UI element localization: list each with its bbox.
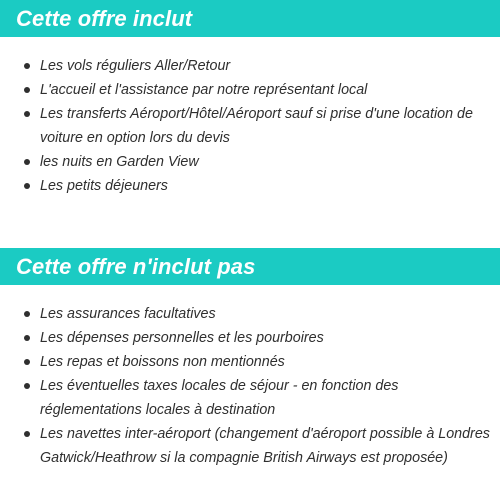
included-item [0, 78, 500, 102]
excluded-list [0, 302, 500, 470]
included-item-text: L'accueil et l'assistance par notre représentant local [40, 82, 368, 98]
excluded-item [0, 374, 500, 422]
excluded-item-text: Les assurances facultatives [40, 306, 216, 322]
bullet-icon [24, 87, 30, 93]
bullet-icon [24, 63, 30, 69]
bullet-icon [24, 311, 30, 317]
excluded-header [0, 248, 500, 285]
excluded-item-text: Les navettes inter-aéroport (changement d'aéroport possible à Londres Gatwick/Heathrow si la compagnie British Airways est proposée) [40, 426, 490, 466]
excluded-item-text: Les repas et boissons non mentionnés [40, 354, 285, 370]
excluded-section [0, 248, 500, 470]
excluded-item [0, 350, 500, 374]
included-item-text: Les vols réguliers Aller/Retour [40, 58, 231, 74]
excluded-item-text: Les éventuelles taxes locales de séjour - en fonction des réglementations locales à destination [40, 378, 399, 418]
bullet-icon [24, 383, 30, 389]
included-section [0, 0, 500, 198]
included-item [0, 150, 500, 174]
included-item-text: Les petits déjeuners [40, 178, 168, 194]
excluded-item [0, 302, 500, 326]
bullet-icon [24, 359, 30, 365]
excluded-title: Cette offre n'inclut pas [16, 253, 256, 279]
excluded-item-text: Les dépenses personnelles et les pourboires [40, 330, 324, 346]
included-item-text: Les transferts Aéroport/Hôtel/Aéroport sauf si prise d'une location de voiture en option lors du devis [40, 106, 473, 146]
excluded-item [0, 326, 500, 350]
bullet-icon [24, 335, 30, 341]
bullet-icon [24, 183, 30, 189]
bullet-icon [24, 159, 30, 165]
bullet-icon [24, 431, 30, 437]
included-item [0, 174, 500, 198]
included-title: Cette offre inclut [16, 5, 193, 31]
included-item-text: les nuits en Garden View [40, 154, 199, 170]
included-list [0, 54, 500, 198]
excluded-item [0, 422, 500, 470]
included-item [0, 54, 500, 78]
included-header [0, 0, 500, 37]
included-item [0, 102, 500, 150]
bullet-icon [24, 111, 30, 117]
